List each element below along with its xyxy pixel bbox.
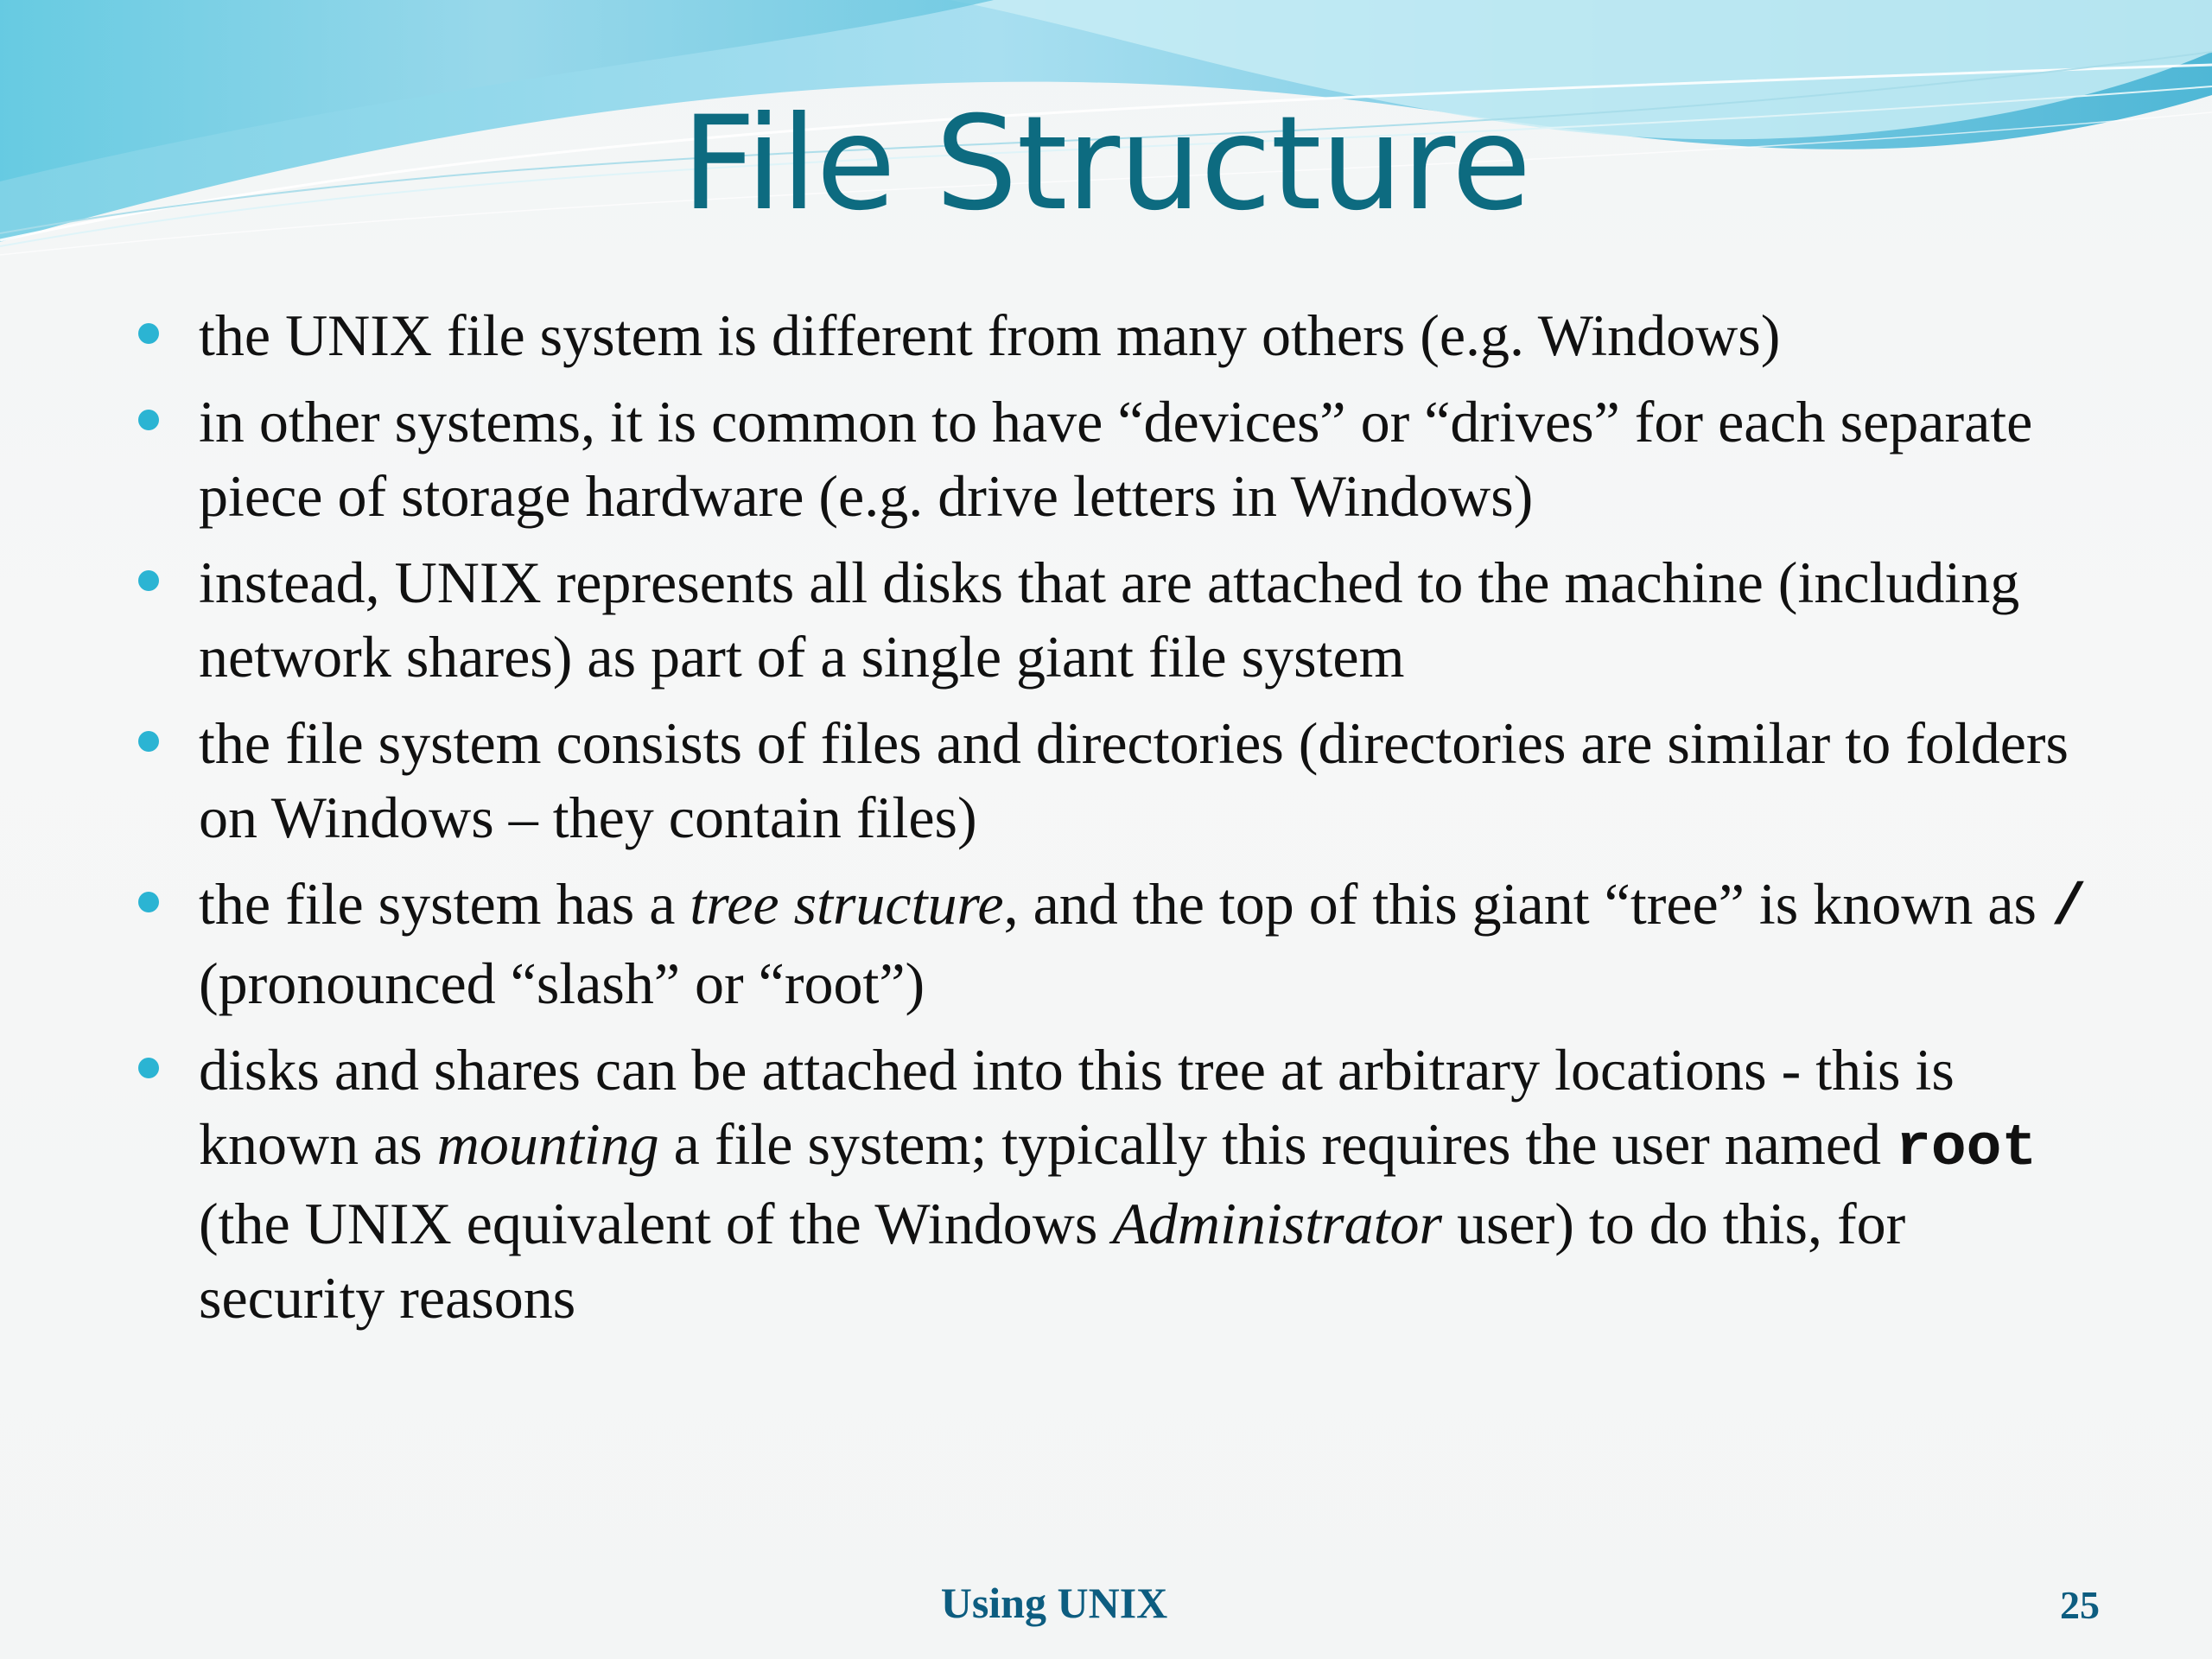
inline-code: root bbox=[1896, 1116, 2037, 1182]
bullet-item bbox=[138, 385, 2100, 533]
bullet-text: in other systems, it is common to have “devices” or “drives” for each separate piece of storage hardware (e.g. drive letters in Windows) bbox=[199, 389, 2033, 529]
inline-code: / bbox=[2051, 875, 2087, 942]
bullet-item bbox=[138, 1033, 2100, 1335]
bullet-text: a file system; typically this requires the user named bbox=[658, 1111, 1897, 1177]
bullet-text: disks and shares can be attached into this tree at arbitrary locations - this is known as bbox=[199, 1037, 1955, 1177]
bullet-marker-icon bbox=[138, 731, 159, 752]
bullet-marker-icon bbox=[138, 323, 159, 344]
emphasis-text: tree structure bbox=[690, 871, 1004, 937]
bullet-text: the UNIX file system is different from many others (e.g. Windows) bbox=[199, 302, 1781, 368]
bullet-item bbox=[138, 545, 2100, 694]
emphasis-text: Administrator bbox=[1112, 1191, 1442, 1256]
bullet-marker-icon bbox=[138, 410, 159, 430]
bullet-text: , and the top of this giant “tree” is known as bbox=[1003, 871, 2052, 937]
bullet-item bbox=[138, 706, 2100, 855]
bullet-text: the file system consists of files and directories (directories are similar to folders on Windows – they contain files) bbox=[199, 710, 2069, 850]
bullet-item bbox=[138, 298, 2100, 372]
bullet-text: (the UNIX equivalent of the Windows bbox=[199, 1191, 1113, 1256]
footer-title: Using UNIX bbox=[940, 1579, 1168, 1627]
bullet-text: user) to do this, for security reasons bbox=[199, 1191, 1906, 1331]
bullet-text: instead, UNIX represents all disks that are attached to the machine (including network shares) as part of a single giant file system bbox=[199, 550, 2020, 690]
bullet-marker-icon bbox=[138, 570, 159, 591]
bullet-text: (pronounced “slash” or “root”) bbox=[199, 950, 925, 1016]
bullet-text: the file system has a bbox=[199, 871, 690, 937]
bullet-list bbox=[138, 298, 2100, 1347]
bullet-marker-icon bbox=[138, 1058, 159, 1078]
slide-title: File Structure bbox=[681, 89, 1531, 239]
emphasis-text: mounting bbox=[436, 1111, 659, 1177]
page-number: 25 bbox=[2060, 1583, 2100, 1627]
bullet-item bbox=[138, 867, 2100, 1020]
slide-footer bbox=[0, 1573, 2212, 1633]
bullet-marker-icon bbox=[138, 892, 159, 912]
